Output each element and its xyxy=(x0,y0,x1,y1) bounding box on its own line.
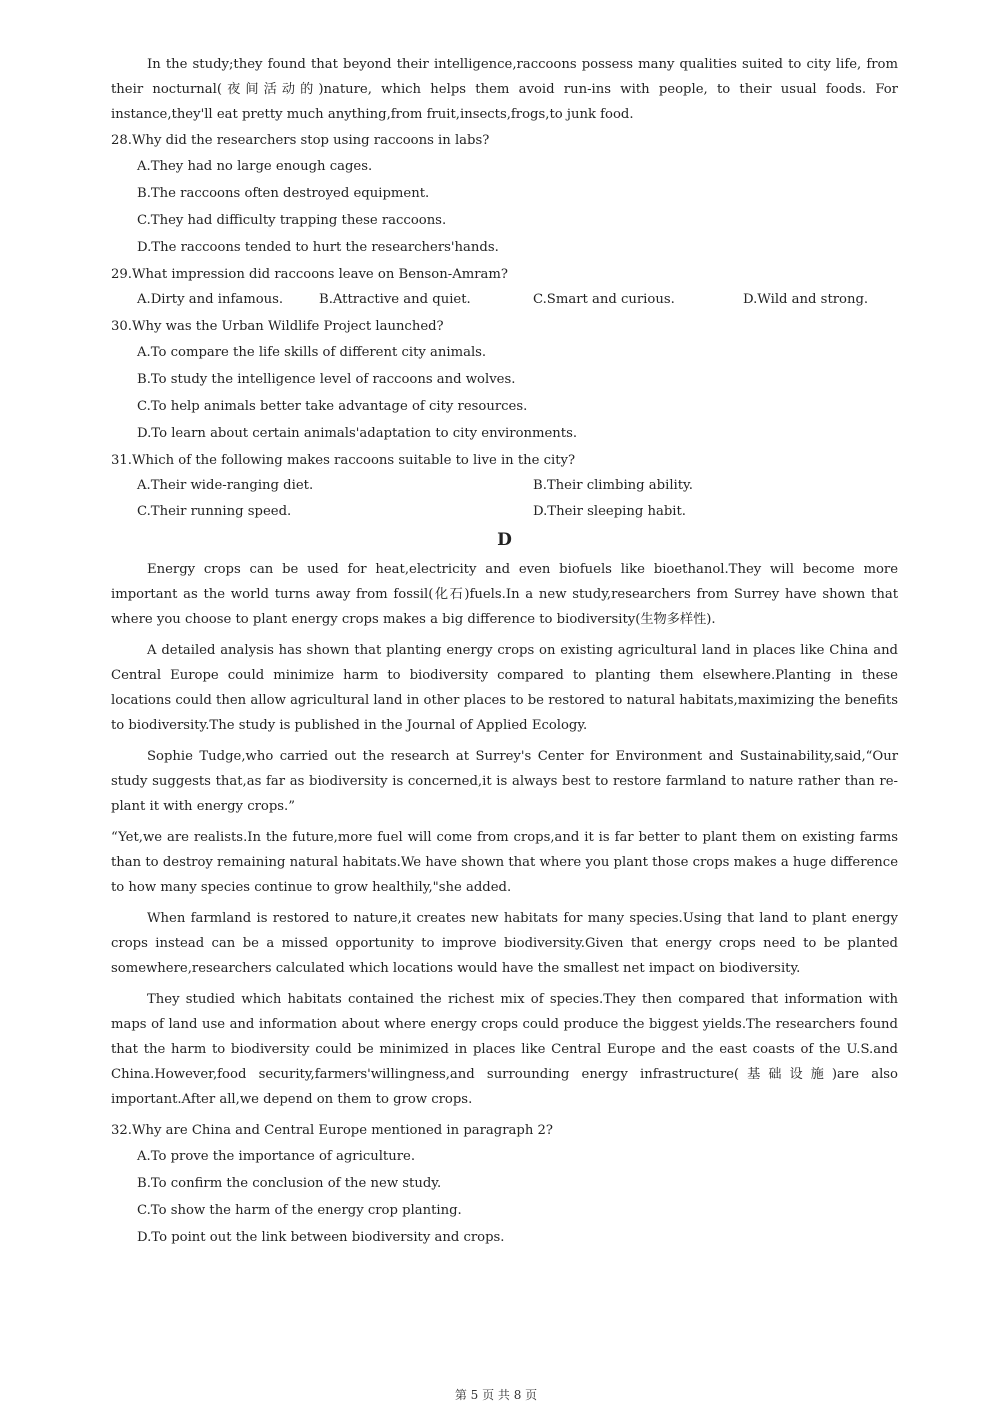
option-b[interactable]: B.The raccoons often destroyed equipment. xyxy=(137,186,430,201)
option-c[interactable]: C.They had difficulty trapping these raccoons. xyxy=(137,213,447,228)
option-b[interactable]: B.To confirm the conclusion of the new study. xyxy=(137,1176,442,1191)
passage-c-paragraph: In the study;they found that beyond their intelligence,raccoons possess many qualities suited to city life, from their nocturnal(夜间活动的)nature, which helps them avoid run-ins with people, to their usual foods. For instance,they'll eat pretty much anything,from fruit,insects,frogs,to junk food. xyxy=(111,57,898,122)
question-31 xyxy=(111,448,898,525)
exam-page xyxy=(111,52,898,1251)
option-d[interactable]: D.Wild and strong. xyxy=(743,292,869,307)
option-b[interactable]: B.Their climbing ability. xyxy=(533,478,693,493)
option-d[interactable]: D.To learn about certain animals'adaptation to city environments. xyxy=(137,426,578,441)
option-a[interactable]: A.To compare the life skills of different city animals. xyxy=(137,345,487,360)
passage-paragraph: They studied which habitats contained the richest mix of species.They then compared that information with maps of land use and information about where energy crops could produce the biggest yields.The researchers found that the harm to biodiversity could be minimized in places like Central Europe and the east coasts of the U.S.and China.However,food security,farmers'willingness,and surrounding energy infrastructure(基础设施)are also important.After all,we depend on them to grow crops. xyxy=(111,992,898,1107)
passage-paragraph: Sophie Tudge,who carried out the research at Surrey's Center for Environment and Sustainability,said,“Our study suggests that,as far as biodiversity is concerned,it is always best to restore farmland to nature rather than re-plant it with energy crops.” xyxy=(111,749,898,814)
question-stem: 32.Why are China and Central Europe mentioned in paragraph 2? xyxy=(111,1123,553,1138)
passage-paragraph: When farmland is restored to nature,it creates new habitats for many species.Using that land to plant energy crops instead can be a missed opportunity to improve biodiversity.Given that energy crops need to be planted somewhere,researchers calculated which locations would have the smallest net impact on biodiversity. xyxy=(111,911,898,976)
question-32 xyxy=(111,1118,898,1251)
question-stem: 29.What impression did raccoons leave on Benson-Amram? xyxy=(111,267,508,282)
option-c[interactable]: C.To show the harm of the energy crop planting. xyxy=(137,1203,462,1218)
option-a[interactable]: A.Their wide-ranging diet. xyxy=(137,478,314,493)
question-stem: 30.Why was the Urban Wildlife Project launched? xyxy=(111,319,444,334)
passage-heading: D xyxy=(497,530,512,550)
question-28 xyxy=(111,128,898,261)
option-d[interactable]: D.The raccoons tended to hurt the researchers'hands. xyxy=(137,240,499,255)
option-d[interactable]: D.Their sleeping habit. xyxy=(533,504,686,519)
option-c[interactable]: C.To help animals better take advantage of city resources. xyxy=(137,399,528,414)
option-row xyxy=(111,473,898,499)
option-row xyxy=(111,499,898,525)
passage-paragraph: Energy crops can be used for heat,electricity and even biofuels like bioethanol.They will become more important as the world turns away from fossil(化石)fuels.In a new study,researchers from Surrey have shown that where you choose to plant energy crops makes a big difference to biodiversity(生物多样性). xyxy=(111,562,898,627)
question-stem: 31.Which of the following makes raccoons suitable to live in the city? xyxy=(111,453,576,468)
question-stem: 28.Why did the researchers stop using raccoons in labs? xyxy=(111,133,490,148)
passage-d xyxy=(111,557,898,1112)
question-29 xyxy=(111,262,898,313)
option-c[interactable]: C.Smart and curious. xyxy=(533,292,675,307)
option-b[interactable]: B.To study the intelligence level of raccoons and wolves. xyxy=(137,372,516,387)
question-30 xyxy=(111,314,898,447)
option-c[interactable]: C.Their running speed. xyxy=(137,504,292,519)
passage-paragraph: “Yet,we are realists.In the future,more fuel will come from crops,and it is far better to plant them on existing farms than to destroy remaining natural habitats.We have shown that where you plant those crops makes a huge difference to how many species continue to grow healthily,"she added. xyxy=(111,830,898,895)
passage-paragraph: A detailed analysis has shown that planting energy crops on existing agricultural land in places like China and Central Europe could minimize harm to biodiversity compared to planting them elsewhere.Planting in these locations could then allow agricultural land in other places to be restored to natural habitats,maximizing the benefits to biodiversity.The study is published in the Journal of Applied Ecology. xyxy=(111,643,898,733)
option-d[interactable]: D.To point out the link between biodiversity and crops. xyxy=(137,1230,505,1245)
option-b[interactable]: B.Attractive and quiet. xyxy=(319,292,471,307)
option-a[interactable]: A.Dirty and infamous. xyxy=(137,292,284,307)
option-a[interactable]: A.They had no large enough cages. xyxy=(137,159,373,174)
option-a[interactable]: A.To prove the importance of agriculture. xyxy=(137,1149,416,1164)
page-number: 第 5 页 共 8 页 xyxy=(454,1388,538,1402)
option-row xyxy=(111,287,898,313)
